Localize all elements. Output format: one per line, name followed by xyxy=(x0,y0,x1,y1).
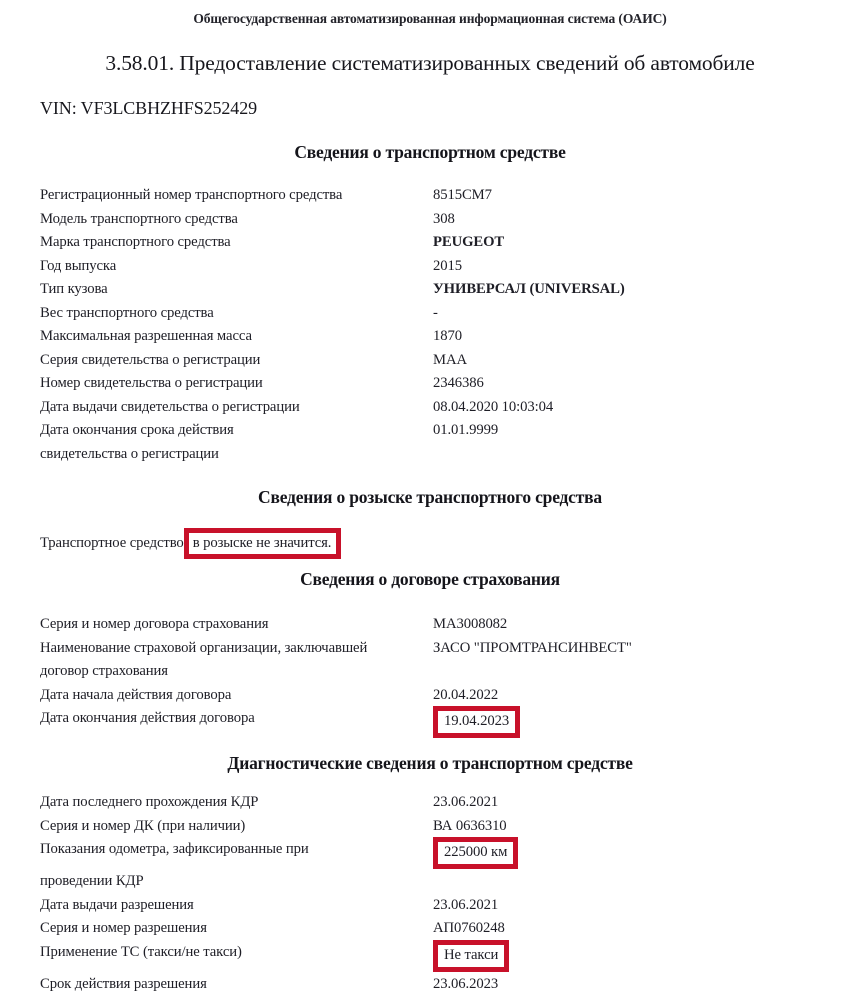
document-title: 3.58.01. Предоставление систематизированных сведений об автомобиле xyxy=(0,51,860,76)
field-label: Дата окончания действия договора xyxy=(40,707,433,731)
field-label: Серия и номер разрешения xyxy=(40,917,433,941)
field-label: Наименование страховой организации, заключавшей xyxy=(40,637,433,661)
vin-line: VIN: VF3LCBHZHFS252429 xyxy=(40,98,257,119)
search-status-highlight: в розыске не значится. xyxy=(184,528,342,559)
field-value: ЗАСО "ПРОМТРАНСИНВЕСТ" xyxy=(433,637,830,661)
table-row xyxy=(40,396,830,420)
organization-header: Общегосударственная автоматизированная информационная система (ОАИС) xyxy=(0,11,860,27)
diagnostic-fields-table xyxy=(40,791,830,996)
table-row xyxy=(40,894,830,918)
field-value: МА3008082 xyxy=(433,613,830,637)
insurance-section-heading: Сведения о договоре страхования xyxy=(0,569,860,590)
field-label: Дата выдачи разрешения xyxy=(40,894,433,918)
table-row xyxy=(40,613,830,637)
field-value: 2346386 xyxy=(433,372,830,396)
table-row xyxy=(40,372,830,396)
table-row xyxy=(40,707,830,739)
field-label: Год выпуска xyxy=(40,255,433,279)
field-value: 01.01.9999 xyxy=(433,419,830,443)
field-value: 308 xyxy=(433,208,830,232)
table-row xyxy=(40,917,830,941)
field-value: УНИВЕРСАЛ (UNIVERSAL) xyxy=(433,278,830,302)
table-row xyxy=(40,325,830,349)
table-row xyxy=(40,255,830,279)
table-row xyxy=(40,973,830,996)
table-row xyxy=(40,349,830,373)
field-label-continuation: проведении КДР xyxy=(40,870,433,894)
table-row xyxy=(40,637,830,661)
field-value: 23.06.2023 xyxy=(433,973,830,996)
field-label: Максимальная разрешенная масса xyxy=(40,325,433,349)
field-label: Срок действия разрешения xyxy=(40,973,433,996)
field-label: Применение ТС (такси/не такси) xyxy=(40,941,433,965)
table-row xyxy=(40,184,830,208)
table-row xyxy=(40,231,830,255)
search-section-heading: Сведения о розыске транспортного средства xyxy=(0,487,860,508)
field-label: Тип кузова xyxy=(40,278,433,302)
table-row-continuation xyxy=(40,443,830,467)
field-value: PEUGEOT xyxy=(433,231,830,255)
field-label: Модель транспортного средства xyxy=(40,208,433,232)
search-statement-prefix: Транспортное средство xyxy=(40,535,184,551)
field-label: Серия и номер договора страхования xyxy=(40,613,433,637)
field-value: 20.04.2022 xyxy=(433,684,830,708)
field-value: АП0760248 xyxy=(433,917,830,941)
table-row xyxy=(40,419,830,443)
table-row xyxy=(40,278,830,302)
table-row-continuation xyxy=(40,870,830,894)
table-row xyxy=(40,302,830,326)
field-value: 8515СМ7 xyxy=(433,184,830,208)
field-label-continuation: свидетельства о регистрации xyxy=(40,443,433,467)
search-statement xyxy=(40,528,341,559)
table-row-continuation xyxy=(40,660,830,684)
field-value-container xyxy=(433,707,830,739)
table-row xyxy=(40,208,830,232)
field-label: Регистрационный номер транспортного средства xyxy=(40,184,433,208)
field-label: Дата начала действия договора xyxy=(40,684,433,708)
field-value: 23.06.2021 xyxy=(433,894,830,918)
insurance-end-date-highlight: 19.04.2023 xyxy=(433,706,520,738)
table-row xyxy=(40,941,830,973)
insurance-fields-table xyxy=(40,613,830,739)
field-value: МАА xyxy=(433,349,830,373)
field-label: Номер свидетельства о регистрации xyxy=(40,372,433,396)
field-value-container xyxy=(433,838,830,870)
field-label: Серия и номер ДК (при наличии) xyxy=(40,815,433,839)
vehicle-fields-table xyxy=(40,184,830,466)
field-value: 2015 xyxy=(433,255,830,279)
table-row xyxy=(40,684,830,708)
odometer-highlight: 225000 км xyxy=(433,837,518,869)
field-label: Серия свидетельства о регистрации xyxy=(40,349,433,373)
field-label: Вес транспортного средства xyxy=(40,302,433,326)
field-label: Показания одометра, зафиксированные при xyxy=(40,838,433,862)
field-label: Дата последнего прохождения КДР xyxy=(40,791,433,815)
vehicle-section-heading: Сведения о транспортном средстве xyxy=(0,142,860,163)
diagnostic-section-heading: Диагностические сведения о транспортном средстве xyxy=(0,753,860,774)
table-row xyxy=(40,838,830,870)
table-row xyxy=(40,815,830,839)
field-value: ВА 0636310 xyxy=(433,815,830,839)
field-label: Дата окончания срока действия xyxy=(40,419,433,443)
taxi-usage-highlight: Не такси xyxy=(433,940,509,972)
field-value: 23.06.2021 xyxy=(433,791,830,815)
field-value: 08.04.2020 10:03:04 xyxy=(433,396,830,420)
field-label: Дата выдачи свидетельства о регистрации xyxy=(40,396,433,420)
field-label-continuation: договор страхования xyxy=(40,660,433,684)
field-value: - xyxy=(433,302,830,326)
field-value-container xyxy=(433,941,830,973)
table-row xyxy=(40,791,830,815)
field-value: 1870 xyxy=(433,325,830,349)
field-label: Марка транспортного средства xyxy=(40,231,433,255)
